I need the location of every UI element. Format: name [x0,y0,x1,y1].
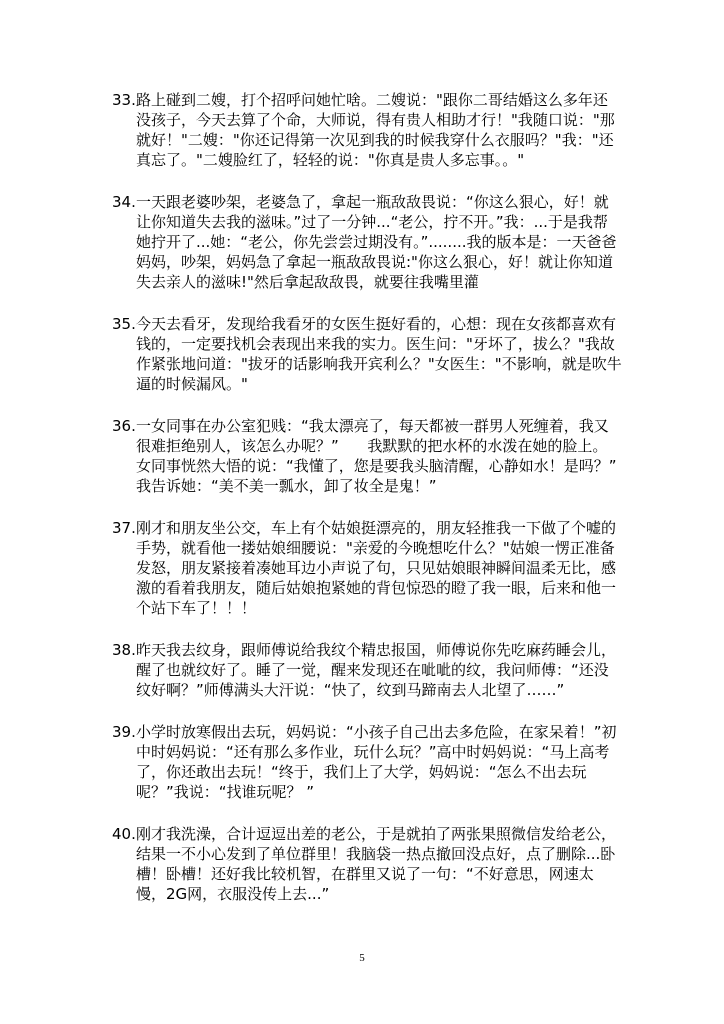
joke-item [112,640,622,700]
joke-text: 今天去看牙，发现给我看牙的女医生挺好看的，心想：现在女孩都喜欢有钱的，一定要找机会表现出来我的实力。医生问："牙坏了，拔么？"我故作紧张地问道："拔牙的话影响我开宾利么？"女医生："不影响，就是吹牛逼的时候漏风。" [136,315,622,393]
joke-item [112,518,622,618]
joke-number: 36. [112,417,136,435]
joke-item [112,824,622,904]
joke-number: 38. [112,641,136,659]
joke-text: 小学时放寒假出去玩，妈妈说：“小孩子自己出去多危险，在家呆着！”初中时妈妈说：“还有那么多作业，玩什么玩？”高中时妈妈说：“马上高考了，你还敢出去玩！“终于，我们上了大学，妈妈说：“怎么不出去玩呢？”我说：“找谁玩呢？ ” [136,723,617,801]
joke-number: 34. [112,193,136,211]
joke-number: 35. [112,315,136,333]
joke-text: 刚才我洗澡，合计逗逗出差的老公，于是就拍了两张果照微信发给老公，结果一不小心发到了单位群里！我脑袋一热点撤回没点好，点了删除...卧槽！卧槽！还好我比较机智，在群里又说了一句：“不好意思，网速太慢，2G网，衣服没传上去...” [136,825,617,903]
joke-number: 39. [112,723,136,741]
joke-text: 路上碰到二嫂，打个招呼问她忙啥。二嫂说："跟你二哥结婚这么多年还没孩子，今天去算了个命，大师说，得有贵人相助才行！"我随口说："那就好！"二嫂："你还记得第一次见到我的时候我穿什么衣服吗？"我："还真忘了。"二嫂脸红了，轻轻的说："你真是贵人多忘事。。" [136,91,615,169]
joke-text: 刚才和朋友坐公交，车上有个姑娘挺漂亮的，朋友轻推我一下做了个嘘的手势，就看他一搂姑娘细腰说："亲爱的今晚想吃什么？"姑娘一愣正准备发怒，朋友紧接着凑她耳边小声说了句，只见姑娘眼神瞬间温柔无比，感激的看着我朋友，随后姑娘抱紧她的背包惊恐的瞪了我一眼，后来和他一个站下车了！！！ [136,519,617,617]
joke-item [112,314,622,394]
joke-item [112,416,636,496]
joke-number: 37. [112,519,136,537]
joke-text: 昨天我去纹身，跟师傅说给我纹个精忠报国，师傅说你先吃麻药睡会儿，醒了也就纹好了。睡了一觉，醒来发现还在呲呲的纹，我问师傅：“还没纹好啊？”师傅满头大汗说：“快了，纹到马蹄南去人北望了……” [136,641,617,699]
joke-item [112,722,622,802]
joke-item [112,192,622,292]
joke-list [112,90,636,926]
joke-text: 一女同事在办公室犯贱：“我太漂亮了，每天都被一群男人死缠着，我又很难拒绝别人，该怎么办呢？” 我默默的把水杯的水泼在她的脸上。 女同事恍然大悟的说：“我懂了，您是要我头脑清醒，心静如水！是吗？” 我告诉她：“美不美一瓢水，卸了妆全是鬼！” [136,417,636,495]
joke-item [112,90,622,170]
joke-number: 40. [112,825,136,843]
joke-text: 一天跟老婆吵架，老婆急了，拿起一瓶敌敌畏说：“你这么狠心，好！就让你知道失去我的滋味。”过了一分钟...“老公，拧不开。”我：...于是我帮她拧开了...她：“老公，你先尝尝过期没有。”........我的版本是：一天爸爸妈妈，吵架，妈妈急了拿起一瓶敌敌畏说:"你这么狠心，好！就让你知道失去亲人的滋味!"然后拿起敌敌畏，就要往我嘴里灌 [136,193,617,291]
page-number: 5 [359,952,365,964]
joke-number: 33. [112,91,136,109]
